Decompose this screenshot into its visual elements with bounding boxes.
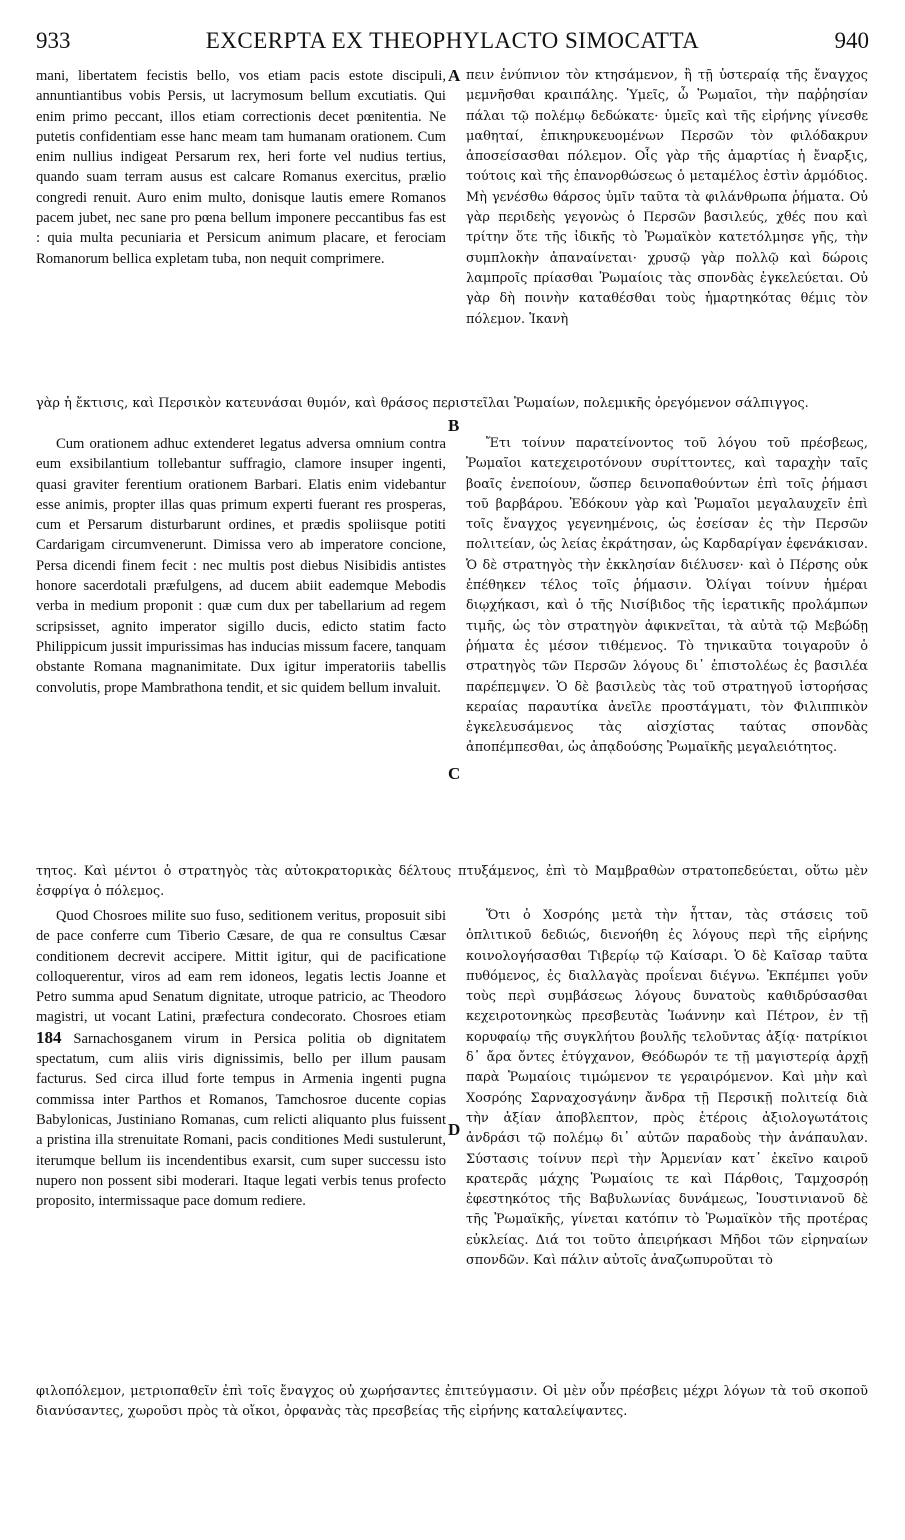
- latin-column-section-3: [36, 906, 446, 1211]
- greek-column-section-1: [466, 66, 868, 330]
- greek-paragraph: Ὅτι ὁ Χοσρόης μετὰ τὴν ἧτταν, τὰς στάσεις τοῦ ὁπλιτικοῦ δεδιώς, διενοήθη ἐς λόγους περὶ τῆς εἰρήνης κοινολογήσασθαι Τιβερίῳ τῷ Καίσαρι. Ὁ δὲ Καῖσαρ ταῦτα πυθόμενος, ἐς διαλλαγὰς προΐεναι διέγνω. Ἐκπέμπει γοῦν τοὺς περὶ συμβάσεως λόγους δυνατοὺς καθιδρύσασθαι κεχειροτονηκὼς πρεσβευτὰς Ἰωάννην καὶ Πέτρον, ἐν τῇ κορυφαίῳ τῆς συγκλήτου βουλῆς τελοῦντας ἀξίᾳ· πατρίκιοι δ᾽ ἄρα ὄντες ἐτύγχανον, Θεόδωρόν τε τῇ μαγιστερίᾳ ἀρχῇ παρὰ Ῥωμαίοις τιμώμενον τε γεραιρόμενον. Καὶ μὴν καὶ Χοσρόης Σαρναχοσγάνην ἄνδρα τῇ Περσικῇ πολιτείᾳ διὰ τὴν ἀξίαν ἀποβλεπτον, πρὸς ἑτέροις ἀξιολογωτάτοις ἀνδράσι τῷ πολέμῳ δι᾽ αὐτῶν παραδοὺς τὴν ἀνάπαυλαν. Σύστασις τοίνυν περὶ τὴν Ἀρμενίαν κατ᾽ ἐκεῖνο καιροῦ κρατερᾶς μάχης Ῥωμαίοις τε καὶ Πάρθοις, Ταμχοσρόῃ ἐφεστηκότος τῆς Βαβυλωνίας δυνάμεως, Ἰουστινιανοῦ δὲ τῆς Ῥωμαϊκῆς, γίνεται κατόπιν τὸ Ῥωμαϊκὸν τῆς προτέρας εὐκλείας. Διά τοι τοῦτο ἀπειρήκασι Μῆδοι τῶν εἰρηναίων σπονδῶν. Καὶ πάλιν αὐτοῖς ἀναζωπυροῦται τὸ: [466, 908, 868, 1269]
- margin-marker-a: A: [448, 66, 461, 85]
- greek-paragraph: πειν ἐνύπνιον τὸν κτησάμενον, ἢ τῇ ὑστεραίᾳ τῆς ἔναγχος μεμνῆσθαι κραιπάλης. Ὑμεῖς, ὦ Ῥωμαῖοι, τὴν παῤῥησίαν πάλαι τῷ πολέμῳ δεδώκατε· ὑμεῖς καὶ τῆς εἰρήνης γίνεσθε μαθηταί, ἐπικηρυκευομένων Περσῶν τὸν φιλόδακρυν ἀποσείσασθαι πόλεμον. Οἷς γὰρ τῆς ἁμαρτίας ἡ ἔναρξις, τούτοις καὶ τῆς ἐπανορθώσεως ὁ μεταμέλος ἐστὶν ἁρμόδιος. Μὴ γενέσθω θάρσος ὑμῖν ταῦτα τὰ φιλάνθρωπα ῥήματα. Οὐ γὰρ περιδεὴς γεγονὼς ὁ Περσῶν βασιλεύς, χθές που καὶ τρίτην ὅτε τῆς ἰδικῆς τὸ Ῥωμαϊκὸν κατετόλμησε γῆς, τὴν συμπλοκὴν ἀπαναίνεται· χρυσῷ γὰρ πολλῷ καὶ δώροις λαμπροῖς πρίασθαι Ῥωμαίοις τὰς σπονδὰς ἐγκελεύεται. Οὐ γὰρ δὴ ποινὴν καταθέσθαι τοὺς ἡμαρτηκότας θέμις τὸν πόλεμον. Ἱκανὴ: [466, 68, 868, 327]
- margin-page-number: 184: [36, 1027, 62, 1047]
- greek-column-section-3: [466, 906, 868, 1271]
- latin-paragraph: [36, 906, 446, 1211]
- running-title: EXCERPTA EX THEOPHYLACTO SIMOCATTA: [205, 28, 700, 53]
- page-number-right: 940: [834, 28, 869, 53]
- latin-paragraph: Cum orationem adhuc extenderet legatus adversa omnium contra eum exsibilantium tollebantur suffragio, clamore insuper ingenti, quasi graviter ferentium orationem Barbari. Elatis enim videbantur esse animis, propter illas quas primum experti fuerant res prosperas, cum et Persarum disturbarunt ordines, et prædis spoliisque potiti Cardarigam circumvenerunt. Dimissa vero ab imperatore concione, Persa dicendi finem fecit : nec multis post diebus Nisibidis antistes honore sacerdotali præfulgens, ad ducem abiit eademque Mebodis verba in medium proponit : quæ cum dux per tabellarium ad regem scripsisset, agnito imperator sigillo ducis, edicto statim facto Philippicum jussit impurissimas has inducias missum facere, tanquam obstante Romana magnanimitate. Dux igitur imperatoriis tabellis convolutis, prope Mambrathona tendit, et sic quidem bellum invaluit.: [36, 436, 446, 696]
- latin-column-section-1: [36, 66, 446, 269]
- margin-marker-d: D: [448, 1120, 461, 1139]
- latin-column-section-2: [36, 434, 446, 698]
- full-width-continuation-2: τητος. Καὶ μέντοι ὁ στρατηγὸς τὰς αὐτοκρατορικὰς δέλτους πτυξάμενος, ἐπὶ τὸ Μαμβραθὼν στρατοπεδεύεται, οὕτω μὲν ἐσφρίγα ὁ πόλεμος.: [36, 864, 868, 900]
- full-width-continuation-1: γὰρ ἡ ἔκτισις, καὶ Περσικὸν κατευνάσαι θυμόν, καὶ θράσος περιστεῖλαι Ῥωμαίων, πολεμικῆς ὀρεγόμενον σάλπιγγος.: [36, 396, 809, 411]
- greek-column-section-2: [466, 434, 868, 759]
- greek-paragraph: Ἔτι τοίνυν παρατείνοντος τοῦ λόγου τοῦ πρέσβεως, Ῥωμαῖοι κατεχειροτόνουν συρίττοντες, καὶ ταραχὴν ταῖς βοαῖς ἐνεποίουν, ὥσπερ δεινοπαθούντων ἐπὶ τοῖς ῥήμασι τοῦ βαρβάρου. Ἐδόκουν γὰρ καὶ Ῥωμαῖοι μεγαλαυχεῖν ἐπὶ τοῖς ἔναγχος γεγενημένοις, ὡς ἐσείσαν ἐς τὴν Περσῶν πολιτείαν, ὡς λείας ἐκράτησαν, ὡς Καρδαρίγαν ἐφενάκισαν. Ὁ δὲ στρατηγὸς τὴν ἐκκλησίαν διέλυσεν· καὶ ὁ Πέρσης οὐκ ἐπέθηκεν τέλος τοῖς ῥήμασιν. Ὀλίγαι τοίνυν ἡμέραι διῳχήκασι, καὶ ὁ τῆς Νισίβιδος τῆς ἱερατικῆς προλάμπων τιμῆς, ὡς τὸν στρατηγὸν ἀφικνεῖται, τὰ αὐτὰ τῷ Μεβώδῃ ῥήματα ἐς μέσον τιθέμενος. Τὸ τηνικαῦτα τοιγαροῦν ὁ στρατηγὸς τῶν Περσῶν λόγους δι᾽ ἐπιστολέως ἐς βασιλέα παρέπεμψεν. Ὁ δὲ βασιλεὺς τὰς τοῦ στρατηγοῦ ἱστορήσας κεραίας παραυτίκα ἀνεῖλε προστάγματι, τὸν Φιλιππικὸν ἐγκελευσάμενος τὰς αἰσχίστας ταύτας σπονδὰς ἀποπέμπεσθαι, ὡς ἀπᾳδούσης Ῥωμαϊκῆς μεγαλειότητος.: [466, 436, 868, 756]
- latin-paragraph: mani, libertatem fecistis bello, vos etiam pacis estote discipuli, annuntiantibus vobis Persis, ut lacrymosum bellum excutiatis. Qui enim primo peccant, illos etiam correctionis decet pœnitentia. Ne putetis confidentiam esse hanc meam tam humanam orationem. Cum enim nullius indigeat Persarum rex, heri forte vel nudius tertius, quando suam terram ausus est calcare Romanus exercitus, prælio congredi renuit. Auro enim multo, donisque lautis emere Romanos pacem jubet, nec sane pro pœna bellum imponere peccantibus fas est : quia multa pecuniaria et Persicum animum placare, et ferociam Romanorum bellica expletam tuba, non nequit comprimere.: [36, 68, 446, 267]
- margin-marker-c: C: [448, 764, 461, 783]
- full-width-continuation-3: φιλοπόλεμον, μετριοπαθεῖν ἐπὶ τοῖς ἔναγχος οὐ χωρήσαντες ἐπιτεύγμασιν. Οἱ μὲν οὖν πρέσβεις μέχρι λόγων τὰ τοῦ σκοποῦ διανύσαντες, χωροῦσι πρὸς τὰ οἴκοι, ὀρφανὰς τὰς πρεσβείας τῆς εἰρήνης καταλείψαντες.: [36, 1384, 868, 1420]
- latin-text-after-number: Sarnachosganem virum in Persica politia ob dignitatem spectatum, cum aliis viris dignissimis, bello per illum pausam facturus. Sed circa illud forte tempus in Armenia ingenti pugna commissa inter Parthos et Romanos, Tamchosroe ducente copias Babylonicas, Justiniano Romanas, cum relicti aliquanto plus fuissent a pristina illa strenuitate Romani, pacis conditiones Medi sustulerunt, iterumque bellum iis incendentibus exarsit, cum super successu isto nupero non possent sibi moderari. Itaque legati verbis tenus profecto proposito, intermissaque pace domum rediere.: [36, 1030, 446, 1210]
- running-header: [0, 28, 905, 62]
- page-number-left: 933: [36, 28, 71, 53]
- latin-text-before-number: Quod Chosroes milite suo fuso, seditionem veritus, proposuit sibi de pace conferre cum Tiberio Cæsare, de qua re consultus Cæsar conditionem decrevit accipere. Mittit igitur, qui de pacificatione colloquerentur, viros ad eam rem idoneos, legatis lectis Joanne et Petro summa apud Senatum dignitate, utroque patricio, ac Theodoro magistri, ut vocant Latini, præfectura condecorato. Chosroes etiam: [36, 908, 446, 1026]
- margin-marker-b: B: [448, 416, 460, 435]
